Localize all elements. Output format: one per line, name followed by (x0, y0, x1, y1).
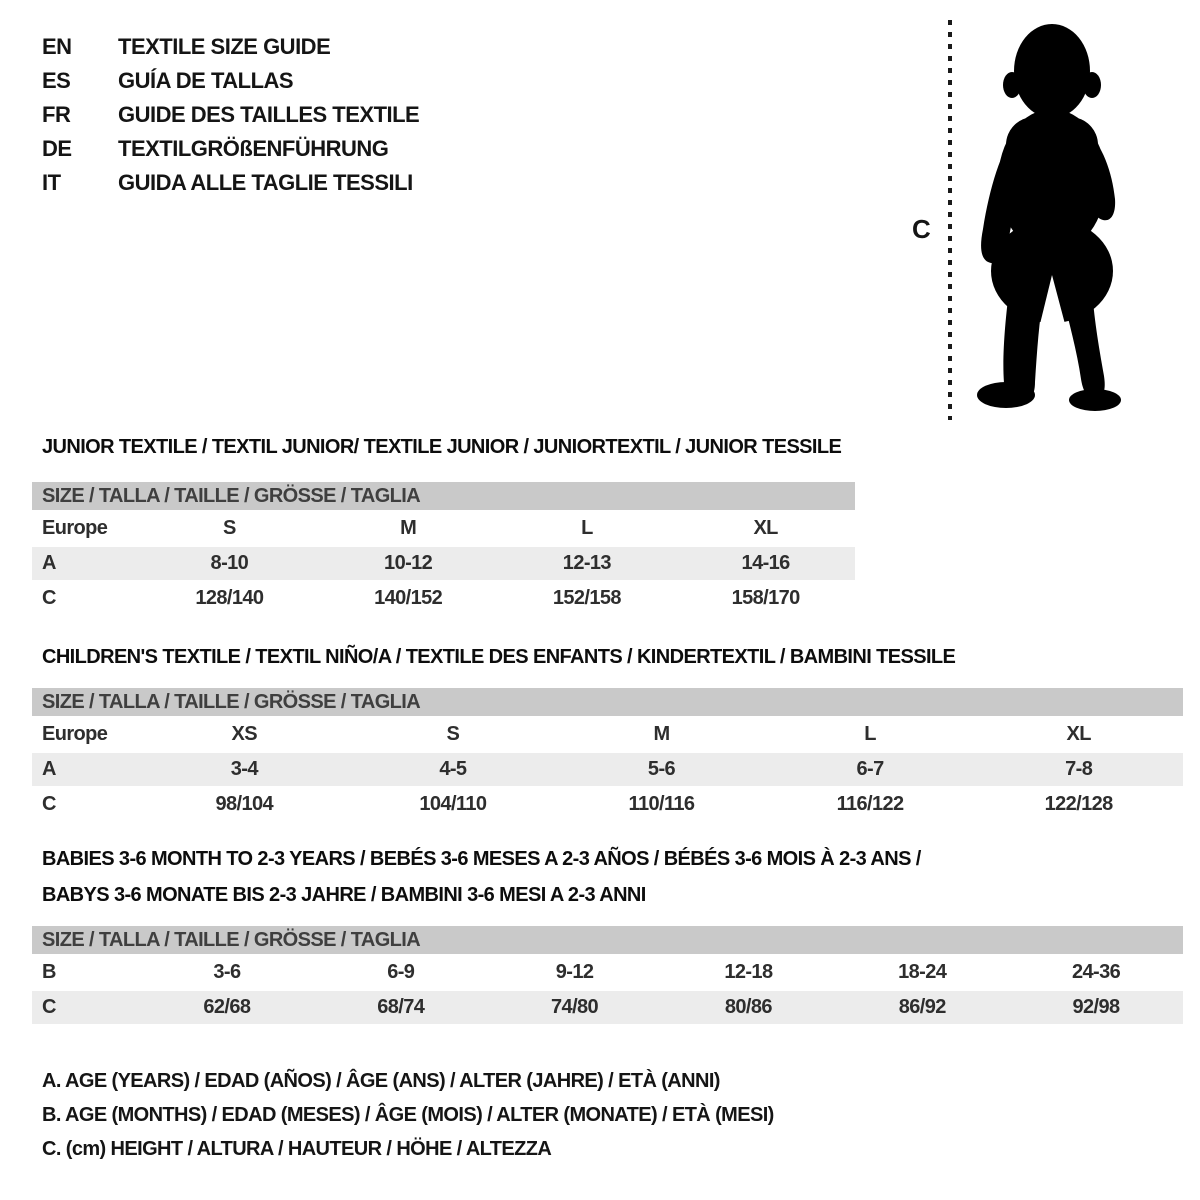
language-code: FR (42, 102, 71, 127)
guide-title: GUIDE DES TAILLES TEXTILE (118, 102, 420, 127)
table-cell: 152/158 (552, 587, 621, 609)
table-row (32, 718, 1183, 751)
table-row (32, 512, 855, 545)
size-table (32, 512, 855, 615)
row-label: B (42, 961, 56, 983)
row-label: A (42, 758, 56, 780)
size-table (32, 956, 1183, 1024)
table-cell: 92/98 (1072, 996, 1120, 1018)
size-header-band: SIZE / TALLA / TAILLE / GRÖSSE / TAGLIA (32, 482, 855, 510)
section-junior-textile (32, 436, 855, 615)
table-row (32, 991, 1183, 1024)
table-cell: 14-16 (741, 552, 790, 574)
table-cell: 74/80 (551, 996, 599, 1018)
table-row (32, 547, 855, 580)
guide-title: TEXTILE SIZE GUIDE (118, 34, 331, 59)
row-label: A (42, 552, 56, 574)
language-title-list (42, 30, 419, 200)
size-table (32, 718, 1183, 821)
legend (42, 1070, 774, 1172)
table-cell: 86/92 (898, 996, 946, 1018)
table-cell: XS (231, 723, 258, 745)
table-cell: 24-36 (1071, 961, 1121, 983)
table-cell: 128/140 (195, 587, 264, 609)
section-title-line2: BABYS 3-6 MONATE BIS 2-3 JAHRE / BAMBINI 3-6 MESI A 2-3 ANNI (42, 884, 646, 906)
table-cell: S (446, 723, 460, 745)
table-row (32, 582, 855, 615)
language-row (42, 98, 419, 132)
table-cell: 10-12 (384, 552, 433, 574)
section-childrens-textile (32, 646, 1183, 821)
table-row (32, 753, 1183, 786)
row-label: C (42, 793, 56, 815)
language-code: IT (42, 170, 61, 195)
table-cell: 140/152 (374, 587, 443, 609)
table-cell: L (581, 517, 593, 539)
table-cell: XL (1066, 723, 1091, 745)
table-cell: 62/68 (203, 996, 251, 1018)
table-cell: 110/116 (628, 793, 695, 815)
table-cell: 6-7 (856, 758, 884, 780)
language-row (42, 166, 419, 200)
section-babies-textile (32, 848, 1183, 1024)
height-measure-figure (900, 14, 1160, 424)
table-cell: S (223, 517, 236, 539)
table-cell: 104/110 (419, 793, 487, 815)
guide-title: GUÍA DE TALLAS (118, 68, 294, 93)
table-cell: 116/122 (836, 793, 904, 815)
table-cell: 5-6 (647, 758, 676, 780)
table-cell: 80/86 (724, 996, 772, 1018)
table-cell: M (653, 723, 670, 745)
row-label: Europe (42, 517, 108, 539)
toddler-silhouette-icon (964, 18, 1140, 423)
legend-line-b: B. AGE (MONTHS) / EDAD (MESES) / ÂGE (MOIS) / ALTER (MONATE) / ETÀ (MESI) (42, 1104, 774, 1126)
table-cell: 18-24 (898, 961, 947, 983)
table-cell: 68/74 (377, 996, 425, 1018)
section-title: BABIES 3-6 MONTH TO 2-3 YEARS / BEBÉS 3-6 MESES A 2-3 AÑOS / BÉBÉS 3-6 MOIS À 2-3 ANS / (42, 848, 921, 870)
guide-title: TEXTILGRÖßENFÜHRUNG (118, 136, 389, 161)
language-code: DE (42, 136, 72, 161)
legend-line-c: C. (cm) HEIGHT / ALTURA / HAUTEUR / HÖHE / ALTEZZA (42, 1138, 552, 1160)
table-cell: 158/170 (731, 587, 800, 609)
language-code: ES (42, 68, 71, 93)
table-cell: 98/104 (215, 793, 274, 815)
row-label: C (42, 587, 56, 609)
table-cell: M (400, 517, 417, 539)
height-measure-label: C (912, 214, 931, 244)
size-header-band: SIZE / TALLA / TAILLE / GRÖSSE / TAGLIA (32, 688, 1183, 716)
language-row (42, 64, 419, 98)
table-cell: 12-13 (562, 552, 611, 574)
table-cell: 3-6 (213, 961, 241, 983)
legend-line-a: A. AGE (YEARS) / EDAD (AÑOS) / ÂGE (ANS) / ALTER (JAHRE) / ETÀ (ANNI) (42, 1070, 720, 1092)
table-cell: 4-5 (439, 758, 467, 780)
table-cell: 9-12 (555, 961, 594, 983)
language-row (42, 30, 419, 64)
table-cell: 8-10 (210, 552, 249, 574)
section-title: JUNIOR TEXTILE / TEXTIL JUNIOR/ TEXTILE JUNIOR / JUNIORTEXTIL / JUNIOR TESSILE (42, 436, 842, 458)
table-cell: XL (753, 517, 778, 539)
table-cell: 6-9 (387, 961, 415, 983)
row-label: C (42, 996, 56, 1018)
table-cell: 3-4 (230, 758, 258, 780)
row-label: Europe (42, 723, 108, 745)
language-row (42, 132, 419, 166)
size-header-band: SIZE / TALLA / TAILLE / GRÖSSE / TAGLIA (32, 926, 1183, 954)
table-cell: 12-18 (724, 961, 773, 983)
table-cell: 7-8 (1065, 758, 1093, 780)
section-title: CHILDREN'S TEXTILE / TEXTIL NIÑO/A / TEXTILE DES ENFANTS / KINDERTEXTIL / BAMBINI TESSILE (42, 646, 956, 668)
table-cell: 122/128 (1044, 793, 1113, 815)
language-code: EN (42, 34, 72, 59)
table-row (32, 956, 1183, 989)
guide-title: GUIDA ALLE TAGLIE TESSILI (118, 170, 413, 195)
height-dashed-line (946, 20, 954, 425)
table-cell: L (864, 723, 876, 745)
table-row (32, 788, 1183, 821)
